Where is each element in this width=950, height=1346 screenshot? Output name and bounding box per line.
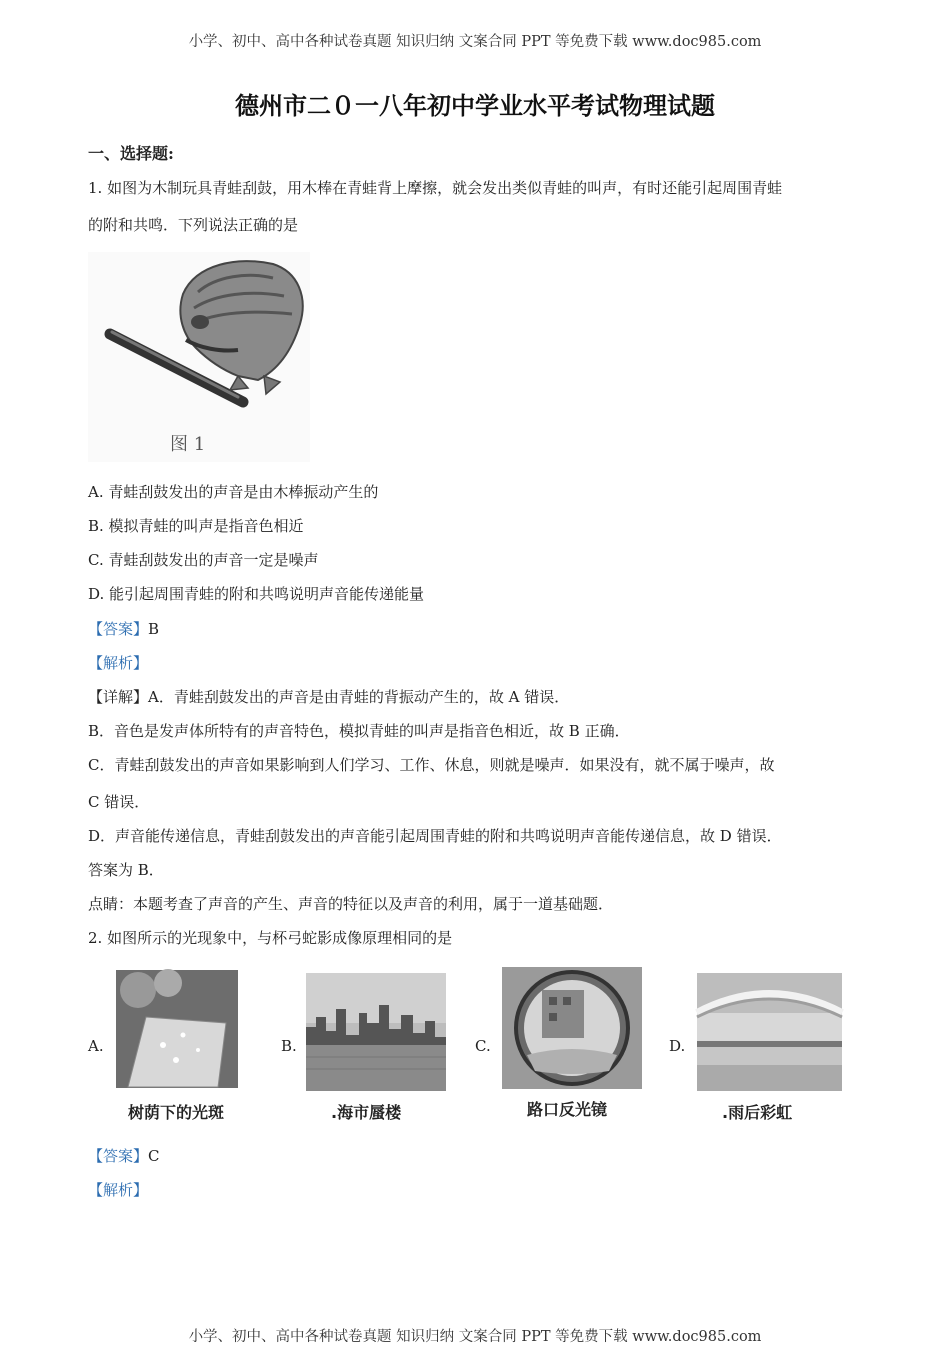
q2-option-image-b: [301, 965, 451, 1130]
q1-analysis-tag: [88, 653, 148, 673]
frog-drum-illustration: [88, 252, 310, 462]
figure-label: 图 1: [170, 434, 206, 455]
q2-analysis-tag: 【解析】: [88, 1181, 149, 1199]
caption-b: .海市蜃楼: [331, 1103, 402, 1122]
q2-option-image-c: [497, 965, 647, 1130]
q1-figure: [88, 252, 310, 462]
mirage-city-photo: [301, 965, 451, 1130]
page-title: 德州市二０一八年初中学业水平考试物理试题: [235, 91, 715, 120]
q1-detail-c-line2: C 错误．: [88, 793, 150, 811]
q1-detail-a: [88, 687, 569, 707]
q2-analysis: [88, 1180, 148, 1200]
q1-option-b: B. 模拟青蛙的叫声是指音色相近: [88, 517, 304, 535]
light-spots-under-trees-photo: [108, 965, 248, 1130]
q2-option-image-a: [108, 965, 248, 1130]
q2-stem: 2. 如图所示的光现象中，与杯弓蛇影成像原理相同的是: [88, 929, 453, 947]
q1-answer: [88, 619, 159, 639]
q1-conclusion: 答案为 B．: [88, 861, 164, 879]
analysis-tag: 【解析】: [88, 654, 149, 672]
q1-option-d: D. 能引起周围青蛙的附和共鸣说明声音能传递能量: [88, 585, 425, 603]
q2-answer-value: C: [148, 1147, 160, 1165]
rainbow-after-rain-photo: [692, 965, 847, 1130]
q2-answer-tag: 【答案】: [88, 1147, 149, 1165]
q2-option-letter-c: C.: [475, 1037, 491, 1055]
page-footer: 小学、初中、高中各种试卷真题 知识归纳 文案合同 PPT 等免费下载 www.doc985.com: [188, 1329, 762, 1345]
caption-a: 树荫下的光斑: [128, 1103, 225, 1122]
convex-road-mirror-photo: [497, 965, 647, 1130]
q1-option-a: A. 青蛙刮鼓发出的声音是由木棒振动产生的: [88, 483, 379, 501]
q1-option-c: C. 青蛙刮鼓发出的声音一定是噪声: [88, 551, 319, 569]
answer-value: B: [148, 620, 160, 638]
q1-stem-line2: 的附和共鸣．下列说法正确的是: [88, 216, 299, 234]
q1-detail-d: D．声音能传递信息，青蛙刮鼓发出的声音能引起周围青蛙的附和共鸣说明声音能传递信息，故 D 错误．: [88, 827, 782, 845]
detail-tag: 【详解】: [88, 688, 149, 706]
caption-d: .雨后彩虹: [722, 1103, 793, 1122]
section-heading: 一、选择题:: [88, 144, 174, 163]
q1-detail-b: B．音色是发声体所特有的声音特色，模拟青蛙的叫声是指音色相近，故 B 正确．: [88, 722, 630, 740]
detail-a-text: A．青蛙刮鼓发出的声音是由青蛙的背振动产生的，故 A 错误．: [148, 688, 570, 706]
q2-option-letter-b: B.: [281, 1037, 297, 1055]
q1-stem-line1: 1. 如图为木制玩具青蛙刮鼓，用木棒在青蛙背上摩擦，就会发出类似青蛙的叫声，有时还能引起周围青蛙: [88, 179, 783, 197]
q2-answer: [88, 1146, 160, 1166]
q1-detail-c-line1: C．青蛙刮鼓发出的声音如果影响到人们学习、工作、休息，则就是噪声．如果没有，就不属于噪声，故: [88, 756, 775, 774]
answer-tag: 【答案】: [88, 620, 149, 638]
q2-option-image-d: [692, 965, 847, 1130]
q2-option-letter-d: D.: [669, 1037, 686, 1055]
q2-option-letter-a: A.: [88, 1037, 104, 1055]
q1-comment: 点睛：本题考查了声音的产生、声音的特征以及声音的利用，属于一道基础题．: [88, 895, 614, 913]
page-header: 小学、初中、高中各种试卷真题 知识归纳 文案合同 PPT 等免费下载 www.doc985.com: [188, 34, 762, 50]
caption-c: 路口反光镜: [527, 1100, 608, 1119]
